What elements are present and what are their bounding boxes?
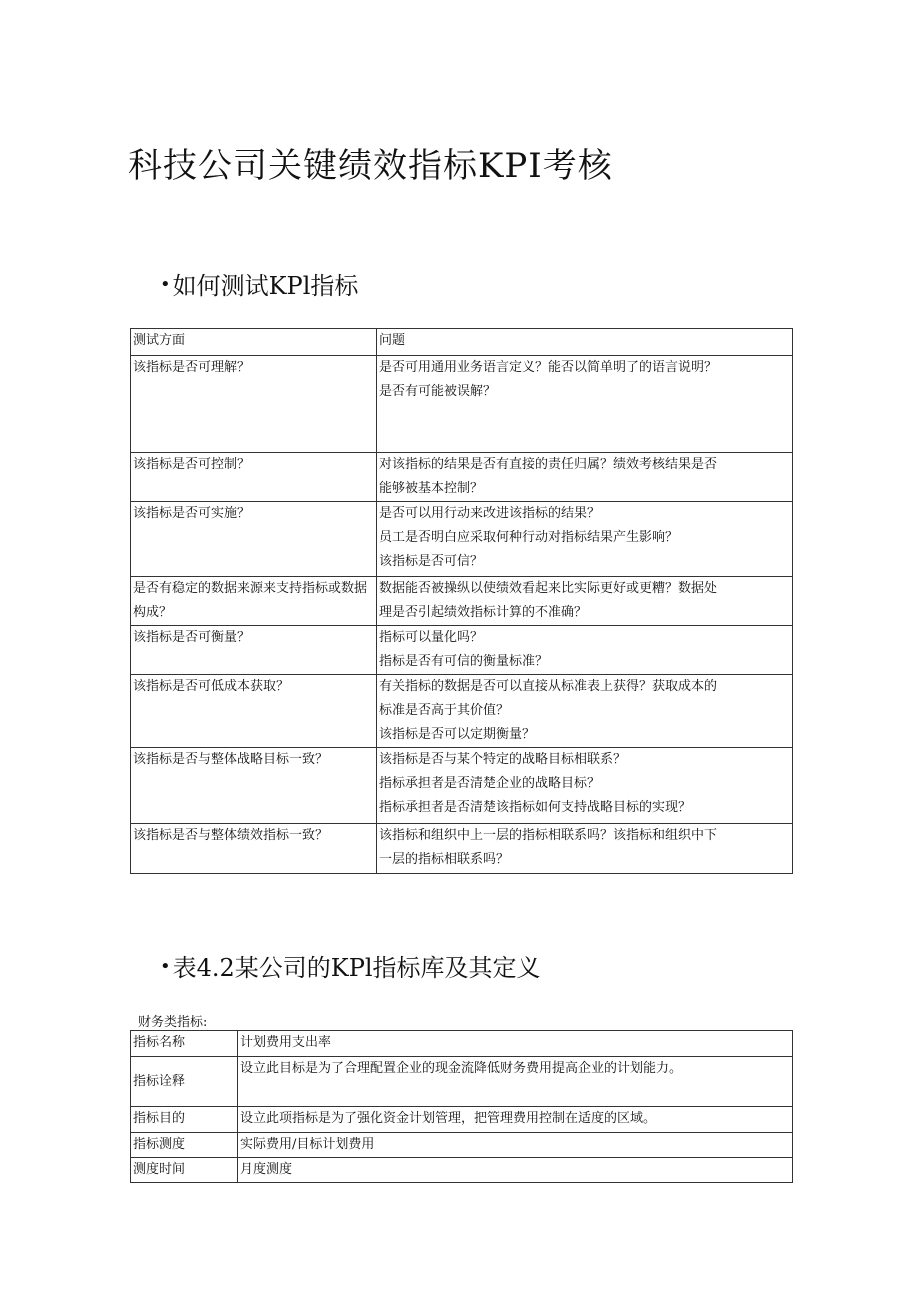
bullet-icon: • — [160, 274, 171, 295]
question-line: 有关指标的数据是否可以直接从标准表上获得？获取成本的 — [379, 679, 718, 694]
table-row — [131, 1158, 793, 1183]
question-line: 员工是否明白应采取何种行动对指标结果产生影响？ — [379, 530, 679, 545]
aspect-cell: 该指标是否可低成本获取？ — [131, 675, 377, 748]
question-line: 该指标是否与某个特定的战略目标相联系？ — [379, 752, 627, 767]
question-cell — [377, 577, 793, 626]
question-line: 对该指标的结果是否有直接的责任归属？绩效考核结果是否 — [379, 457, 718, 472]
table-row — [131, 626, 793, 675]
aspect-cell: 该指标是否与整体绩效指标一致？ — [131, 824, 377, 874]
question-line: 指标可以量化吗？ — [379, 630, 484, 645]
question-cell — [377, 824, 793, 874]
aspect-cell: 该指标是否可理解？ — [131, 356, 377, 453]
question-line: 指标承担者是否清楚企业的战略目标？ — [379, 776, 601, 791]
value-cell: 实际费用/目标计划费用 — [238, 1133, 793, 1158]
table-row — [131, 748, 793, 824]
value-cell: 月度测度 — [238, 1158, 793, 1183]
kpi-definition-table — [130, 1030, 793, 1183]
aspect-cell: 该指标是否可实施？ — [131, 502, 377, 577]
header-cell: 测试方面 — [131, 329, 377, 356]
question-line: 理是否引起绩效指标计算的不准确？ — [379, 605, 588, 620]
table-row — [131, 675, 793, 748]
question-cell — [377, 626, 793, 675]
header-cell: 问题 — [377, 329, 793, 356]
question-cell — [377, 356, 793, 453]
label-cell: 测度时间 — [131, 1158, 238, 1183]
question-cell — [377, 453, 793, 502]
question-line: 标准是否高于其价值？ — [379, 703, 510, 718]
bullet-icon: • — [160, 956, 171, 977]
question-line: 数据能否被操纵以使绩效看起来比实际更好或更糟？数据处 — [379, 581, 718, 596]
section-heading-kpi-test — [160, 266, 358, 301]
table-row — [131, 577, 793, 626]
table-row — [131, 502, 793, 577]
label-cell: 指标测度 — [131, 1133, 238, 1158]
question-line: 指标是否有可信的衡量标准？ — [379, 654, 549, 669]
section-heading-text: 如何测试KPl指标 — [172, 272, 359, 300]
question-line: 指标承担者是否清楚该指标如何支持战略目标的实现？ — [379, 800, 692, 815]
aspect-cell: 该指标是否可控制？ — [131, 453, 377, 502]
section-heading-kpi-library — [160, 948, 541, 983]
question-line: 该指标是否可信？ — [379, 554, 484, 569]
question-line: 是否可以用行动来改进该指标的结果？ — [379, 506, 601, 521]
value-cell: 计划费用支出率 — [238, 1031, 793, 1057]
value-cell: 设立此项指标是为了强化资金计划管理，把管理费用控制在适度的区域。 — [238, 1107, 793, 1133]
question-cell — [377, 502, 793, 577]
aspect-cell: 是否有稳定的数据来源来支持指标或数据构成？ — [131, 577, 377, 626]
table-row — [131, 453, 793, 502]
table-row — [131, 356, 793, 453]
table-row — [131, 824, 793, 874]
label-cell: 指标目的 — [131, 1107, 238, 1133]
question-line: 是否可用通用业务语言定义？能否以简单明了的语言说明？ — [379, 360, 718, 375]
aspect-cell: 该指标是否可衡量？ — [131, 626, 377, 675]
table-row — [131, 1107, 793, 1133]
question-line: 该指标和组织中上一层的指标相联系吗？该指标和组织中下 — [379, 828, 718, 843]
question-line: 能够被基本控制？ — [379, 481, 484, 496]
kpi-test-table — [130, 328, 793, 874]
table-row — [131, 1133, 793, 1158]
value-cell: 设立此目标是为了合理配置企业的现金流降低财务费用提高企业的计划能力。 — [238, 1057, 793, 1107]
question-line: 该指标是否可以定期衡量？ — [379, 727, 536, 742]
aspect-cell: 该指标是否与整体战略目标一致？ — [131, 748, 377, 824]
question-line: 一层的指标相联系吗？ — [379, 852, 510, 867]
label-cell: 指标诠释 — [131, 1057, 238, 1107]
section-heading-text: 表4.2某公司的KPl指标库及其定义 — [172, 954, 541, 982]
finance-subheading: 财务类指标: — [138, 1015, 208, 1030]
question-line: 是否有可能被误解？ — [379, 384, 497, 399]
table-row — [131, 1031, 793, 1057]
table-row — [131, 1057, 793, 1107]
table-header-row — [131, 329, 793, 356]
document-title: 科技公司关键绩效指标KPI考核 — [128, 146, 613, 186]
label-cell: 指标名称 — [131, 1031, 238, 1057]
question-cell — [377, 675, 793, 748]
question-cell — [377, 748, 793, 824]
